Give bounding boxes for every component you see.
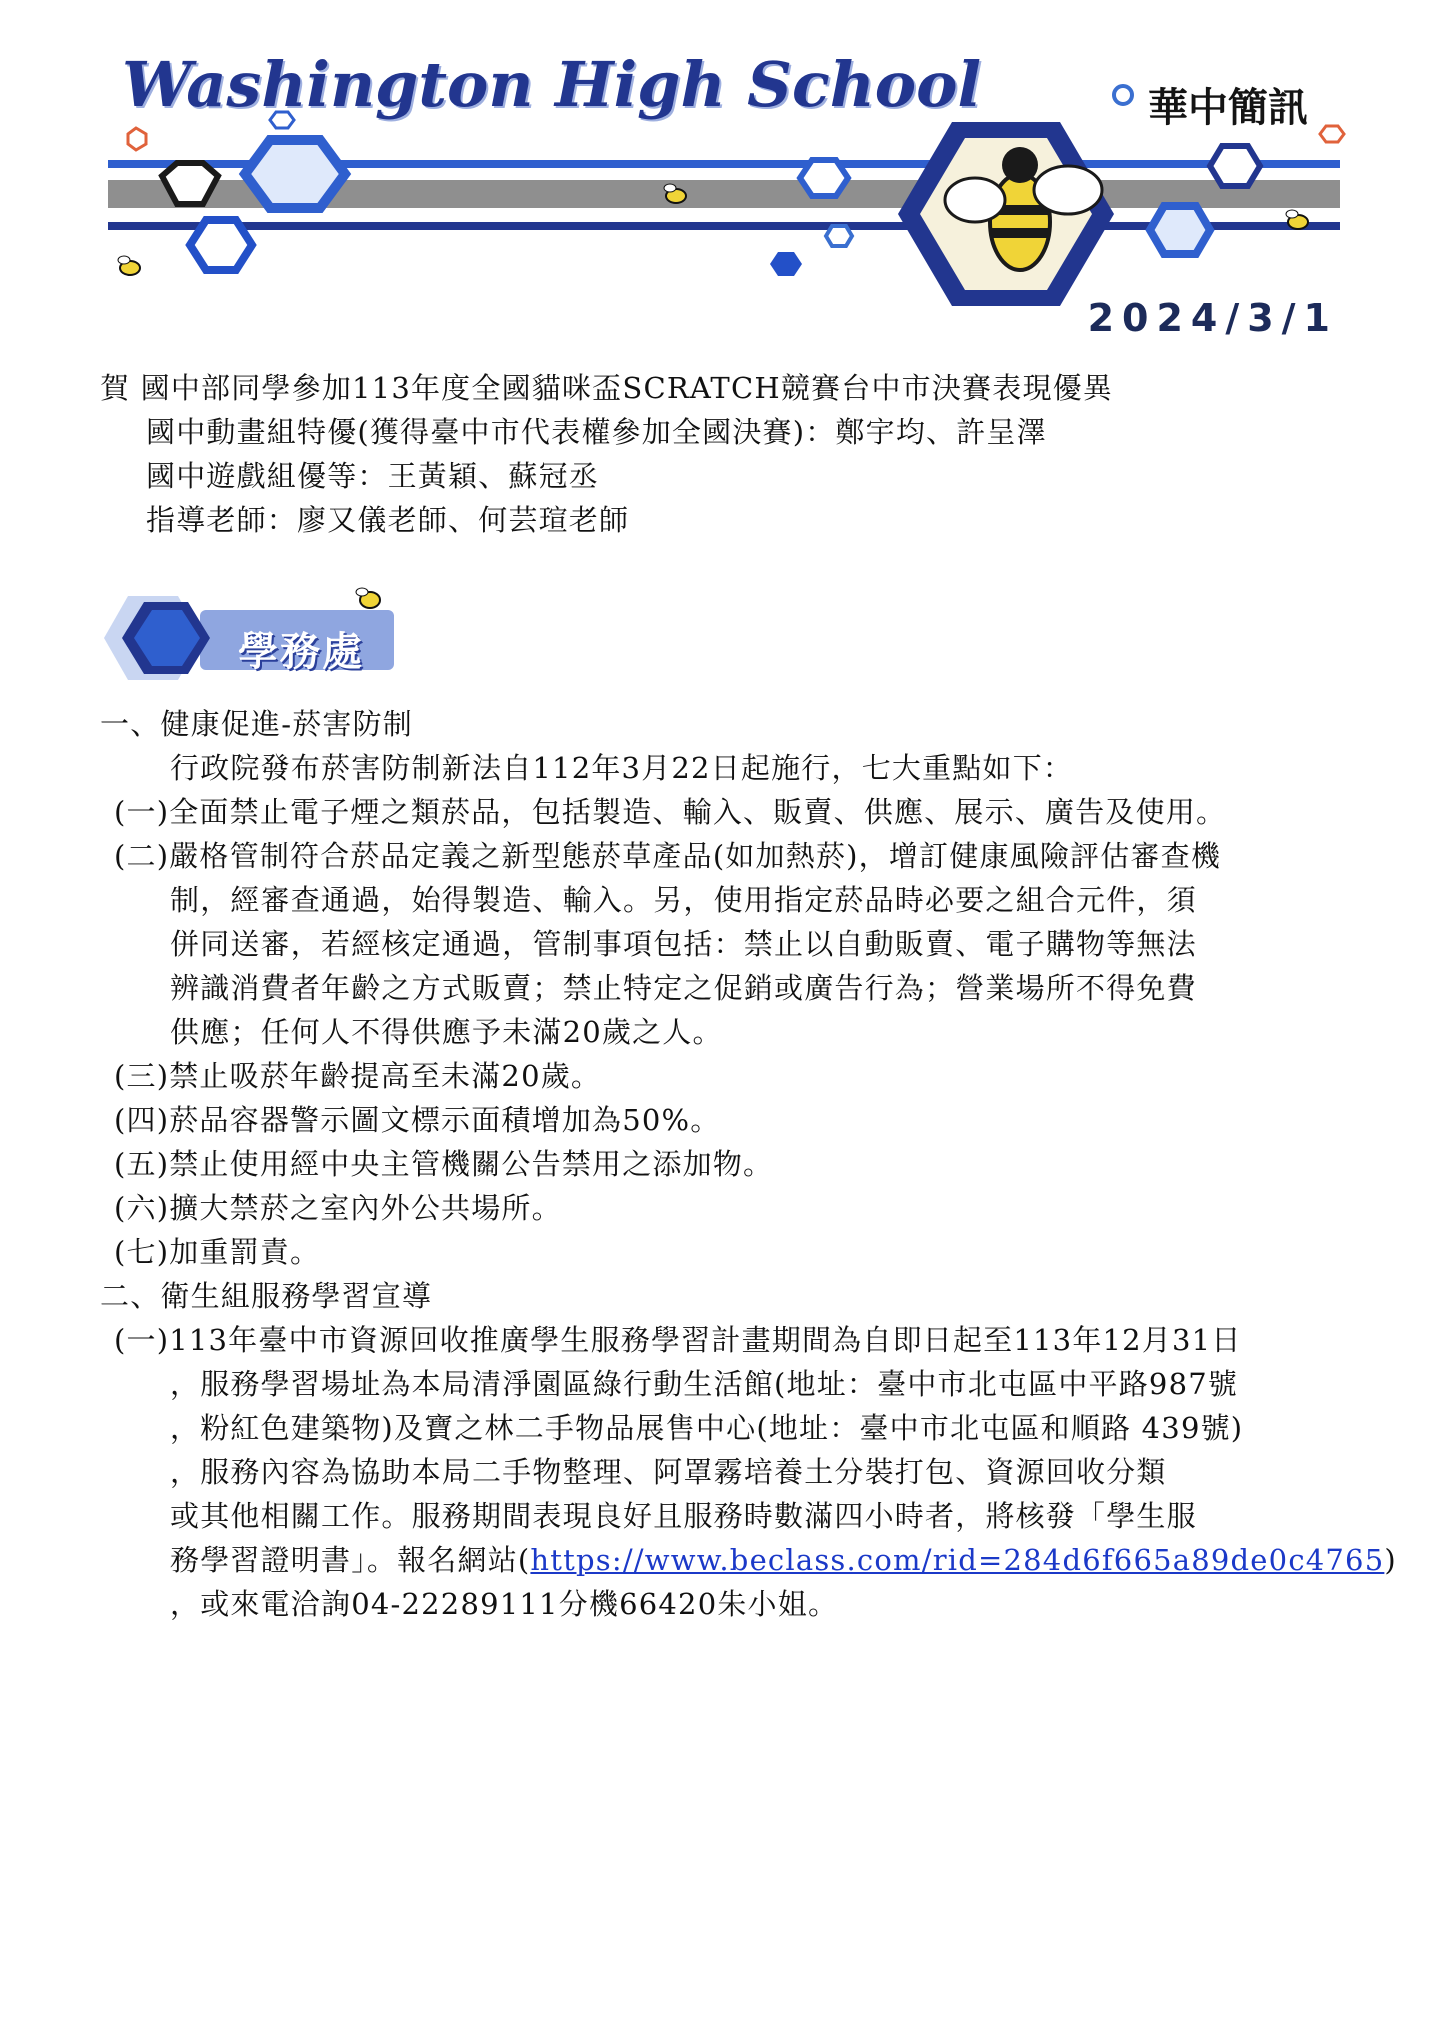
tobacco-intro: 行政院發布菸害防制新法自112年3月22日起施行，七大重點如下： [170,751,1074,785]
registration-paren: ) [1384,1543,1397,1577]
service-point-1-cont: ，粉紅色建築物)及寶之林二手物品展售中心(地址：臺中市北屯區和順路 439號) [170,1411,1244,1445]
service-point-1-cont: 或其他相關工作。服務期間表現良好且服務時數滿四小時者，將核發「學生服 [170,1499,1197,1533]
tobacco-point-6: (六)擴大禁菸之室內外公共場所。 [114,1191,562,1225]
tobacco-point-5: (五)禁止使用經中央主管機關公告禁用之添加物。 [114,1147,774,1181]
service-point-1-cont: ，服務內容為協助本局二手物整理、阿罩霧培養土分裝打包、資源回收分類 [170,1455,1167,1489]
tobacco-point-2-cont: 供應；任何人不得供應予未滿20歲之人。 [170,1015,723,1049]
award-animation-group: 國中動畫組特優(獲得臺中市代表權參加全國決賽)：鄭宇均、許呈澤 [146,415,1047,449]
newsletter-header [0,0,1434,360]
tobacco-point-4: (四)菸品容器警示圖文標示面積增加為50%。 [114,1103,721,1137]
tobacco-point-7: (七)加重罰責。 [114,1235,321,1269]
tobacco-point-2-cont: 併同送審，若經核定通過，管制事項包括：禁止以自動販賣、電子購物等無法 [170,927,1197,961]
heading-service-learning: 二、衛生組服務學習宣導 [100,1279,433,1313]
award-headline: 賀 國中部同學參加113年度全國貓咪盃SCRATCH競賽台中市決賽表現優異 [100,371,1114,405]
section-title: 學務處 [238,629,364,675]
service-contact: ，或來電洽詢04-22289111分機66420朱小姐。 [170,1587,839,1621]
tobacco-point-2: (二)嚴格管制符合菸品定義之新型態菸草產品(如加熱菸)，增訂健康風險評估審查機 [114,839,1222,873]
tobacco-point-2-cont: 制，經審查通過，始得製造、輸入。另，使用指定菸品時必要之組合元件，須 [170,883,1197,917]
tobacco-point-1: (一)全面禁止電子煙之類菸品，包括製造、輸入、販賣、供應、展示、廣告及使用。 [114,795,1227,829]
service-point-1-cont [170,1538,1397,1582]
registration-text: 務學習證明書」。報名網站( [170,1543,531,1577]
heading-tobacco-control: 一、健康促進-菸害防制 [100,707,413,741]
award-advisors: 指導老師：廖又儀老師、何芸瑄老師 [146,503,630,537]
service-point-1-cont: ，服務學習場址為本局清淨園區綠行動生活館(地址：臺中市北屯區中平路987號 [170,1367,1239,1401]
brand-bullet-icon [1112,84,1134,106]
service-point-1: (一)113年臺中市資源回收推廣學生服務學習計畫期間為自即日起至113年12月31日 [114,1323,1242,1357]
school-name: Washington High School [122,48,982,121]
tobacco-point-2-cont: 辨識消費者年齡之方式販賣；禁止特定之促銷或廣告行為；營業場所不得免費 [170,971,1197,1005]
registration-link[interactable]: https://www.beclass.com/rid=284d6f665a89de0c4765 [530,1543,1385,1577]
tobacco-point-3: (三)禁止吸菸年齡提高至未滿20歲。 [114,1059,602,1093]
issue-date: 2024/3/1 [1087,296,1338,340]
newsletter-brand: 華中簡訊 [1148,85,1308,131]
award-game-group: 國中遊戲組優等：王黃穎、蘇冠丞 [146,459,600,493]
